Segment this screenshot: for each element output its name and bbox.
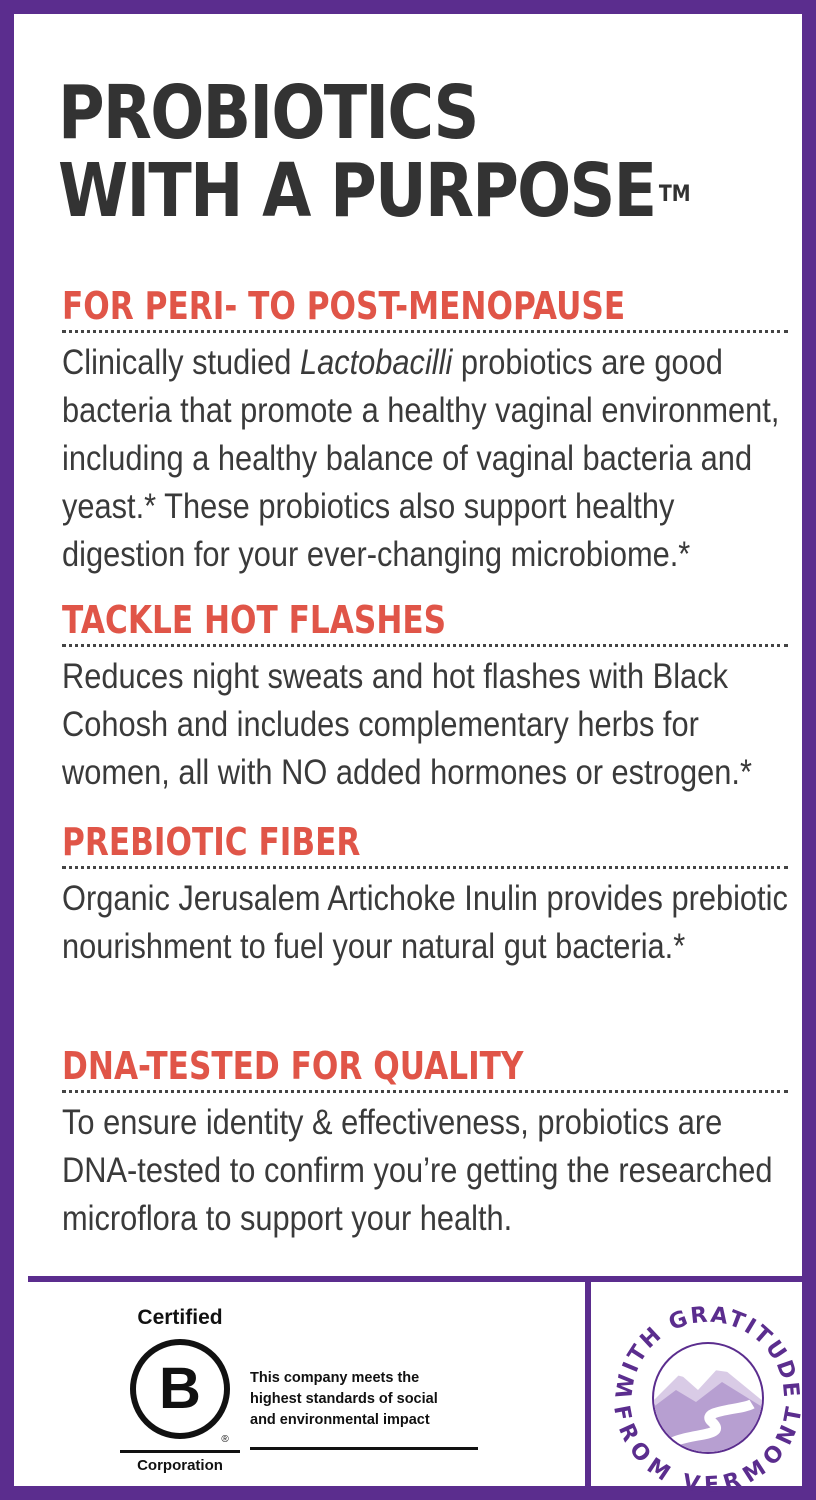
registered-mark: ® <box>221 1434 229 1444</box>
section-body-start: Clinically studied <box>62 343 300 382</box>
b-corp-statement-line: highest standards of social <box>250 1391 438 1407</box>
statement-underline <box>250 1447 478 1450</box>
b-corp-certified-label: Certified <box>137 1306 223 1329</box>
b-corp-statement-line: and environmental impact <box>250 1412 430 1428</box>
section-body: Organic Jerusalem Artichoke Inulin provides prebiotic nourishment to fuel your natural gut bacteria.* <box>62 879 788 966</box>
b-corp-circle-icon <box>125 1334 235 1444</box>
section-menopause <box>62 284 792 579</box>
section-body <box>62 339 792 579</box>
section-body: Reduces night sweats and hot flashes with Black Cohosh and includes complementary herbs for women, all with NO added hormones or estrogen.* <box>62 657 752 792</box>
headline-line-2-text: WITH A PURPOSE <box>58 148 656 234</box>
vertical-divider <box>585 1282 591 1500</box>
section-prebiotic <box>62 820 792 971</box>
seal-bottom-text: FROM VERMONT <box>608 1403 808 1499</box>
vermont-seal <box>602 1290 812 1500</box>
headline <box>58 70 691 234</box>
headline-line-1: PROBIOTICS <box>58 70 478 156</box>
section-title: FOR PERI- TO POST-MENOPAUSE <box>62 284 626 328</box>
section-body-end: probiotics are good bacteria that promote a healthy vaginal environment, including a healthy balance of vaginal bacteria and yeast.* These probiotics also support healthy digestion for your ever-changing microbiome.* <box>62 343 780 574</box>
section-body: To ensure identity & effectiveness, probiotics are DNA-tested to confirm you’re getting the researched microflora to support your health. <box>62 1103 773 1238</box>
dotted-divider <box>62 866 788 869</box>
b-corp-statement-line: This company meets the <box>250 1370 420 1386</box>
b-corp-corporation-label: Corporation <box>120 1450 240 1474</box>
section-hot-flashes <box>62 598 792 797</box>
b-corp-letter: B <box>159 1356 201 1421</box>
seal-top-text: WITH GRATITUDE <box>612 1302 804 1401</box>
dotted-divider <box>62 1090 788 1093</box>
trademark-mark: TM <box>658 182 691 207</box>
section-title: DNA-TESTED FOR QUALITY <box>62 1044 524 1088</box>
b-corp-logo <box>120 1306 240 1474</box>
dotted-divider <box>62 330 788 333</box>
certification-band <box>28 1276 816 1500</box>
dotted-divider <box>62 644 788 647</box>
section-dna-tested <box>62 1044 792 1243</box>
section-body-italic: Lactobacilli <box>299 343 453 382</box>
section-title: TACKLE HOT FLASHES <box>62 598 447 642</box>
headline-line-2 <box>58 148 691 234</box>
section-title: PREBIOTIC FIBER <box>62 820 361 864</box>
b-corp-statement <box>250 1368 500 1450</box>
